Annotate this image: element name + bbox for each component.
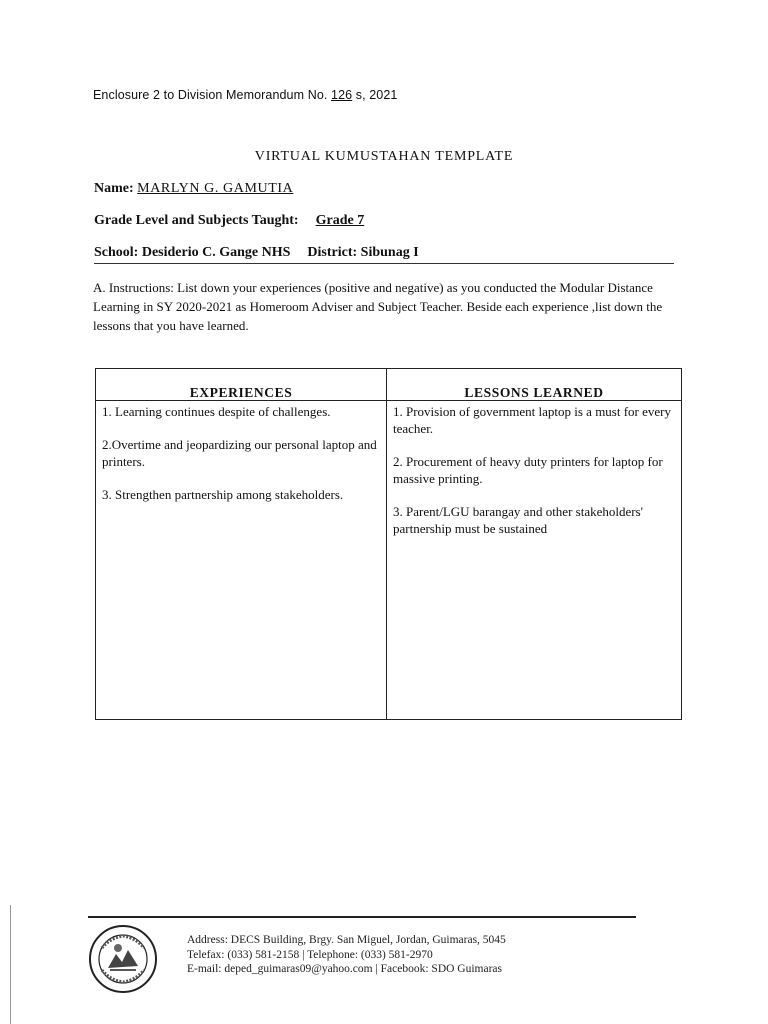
district-label: District: [307, 245, 358, 260]
lessons-header: LESSONS LEARNED [387, 369, 681, 401]
experiences-column [96, 369, 387, 719]
grade-value: Grade 7 [315, 213, 365, 228]
name-label: Name: [94, 181, 134, 196]
enclosure-prefix: Enclosure 2 to Division Memorandum No. [93, 88, 332, 102]
deped-seal-icon [88, 924, 158, 994]
school-row [94, 245, 674, 264]
district-value: Sibunag I [360, 245, 419, 260]
experience-item: 1. Learning continues despite of challenges. [102, 404, 331, 419]
footer-contact [187, 933, 506, 977]
grade-row [94, 213, 364, 229]
document-title: VIRTUAL KUMUSTAHAN TEMPLATE [254, 149, 514, 164]
footer-divider [88, 916, 636, 918]
experiences-table [95, 368, 682, 720]
grade-label: Grade Level and Subjects Taught: [94, 213, 299, 228]
experience-item: 3. Strengthen partnership among stakeholders. [102, 487, 344, 502]
instructions-paragraph: A. Instructions: List down your experiences (positive and negative) as you conducted the Modular Distance Learning in SY 2020-2021 as Homeroom Adviser and Subject Teacher. Beside each experience ,list down the lessons that you have learned. [93, 280, 663, 333]
enclosure-suffix: s, 2021 [352, 88, 398, 102]
experience-item: 2.Overtime and jeopardizing our personal laptop and printers. [102, 437, 377, 469]
page-margin-line [10, 905, 11, 1024]
lessons-column [387, 369, 681, 719]
school-label: School: [94, 245, 139, 260]
footer-email: E-mail: deped_guimaras09@yahoo.com | Facebook: SDO Guimaras [187, 963, 503, 975]
lesson-item: 1. Provision of government laptop is a must for every teacher. [393, 404, 672, 436]
memo-number: 126 [331, 88, 353, 102]
footer-address: Address: DECS Building, Brgy. San Miguel, Jordan, Guimaras, 5045 [187, 934, 506, 946]
lesson-item: 3. Parent/LGU barangay and other stakeholders' partnership must be sustained [393, 504, 643, 536]
name-row [94, 181, 293, 197]
footer-telefax: Telefax: (033) 581-2158 | Telephone: (033) 581-2970 [187, 948, 433, 961]
lesson-item: 2. Procurement of heavy duty printers for laptop for massive printing. [393, 454, 663, 486]
enclosure-line [93, 88, 397, 102]
school-value: Desiderio C. Gange NHS [141, 245, 291, 260]
name-value: MARLYN G. GAMUTIA [137, 181, 294, 196]
experiences-header: EXPERIENCES [96, 369, 386, 401]
